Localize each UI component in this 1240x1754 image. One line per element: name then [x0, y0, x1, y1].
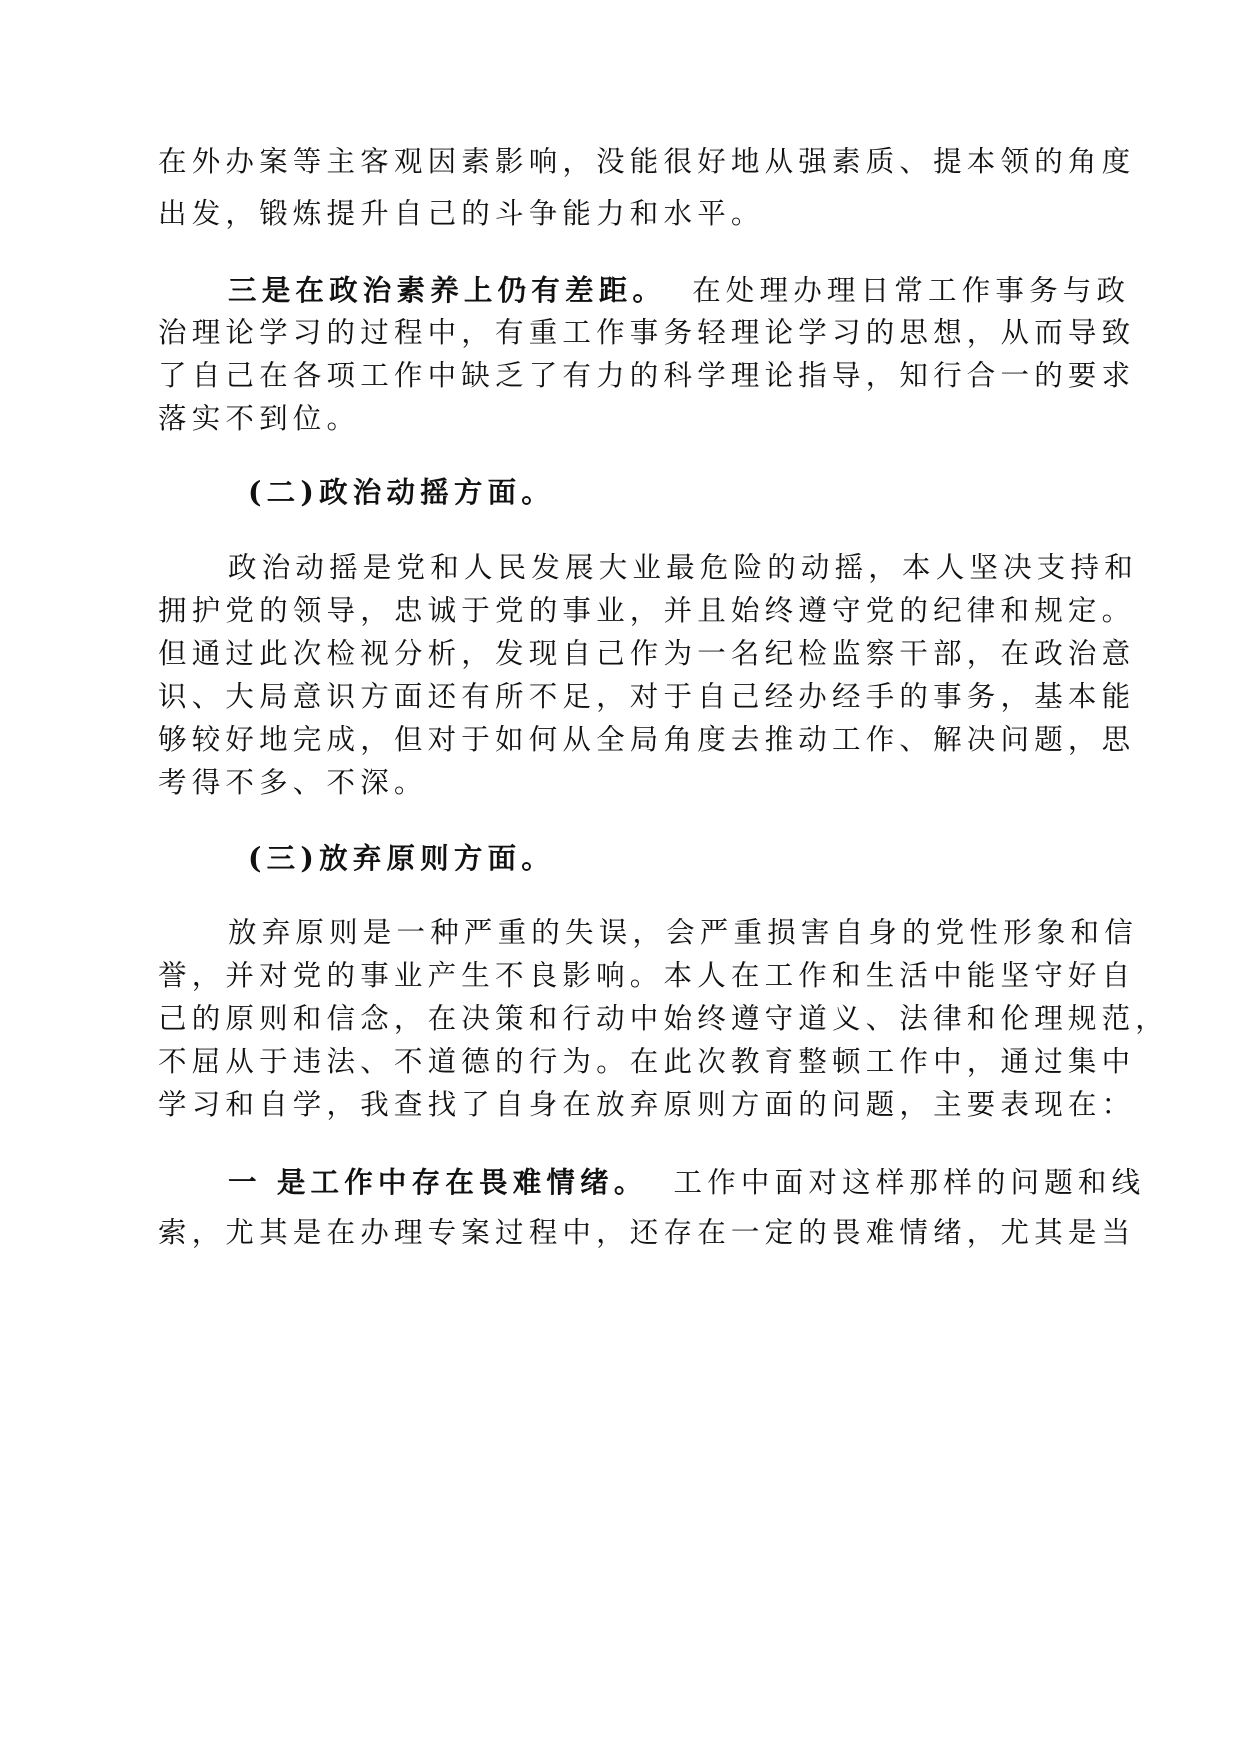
- paragraph-text: 在处理办理日常工作事务与政: [692, 274, 1131, 307]
- paragraph-line: 考得不多、不深。: [158, 766, 428, 799]
- paragraph-line: 索，尤其是在办理专案过程中，还存在一定的畏难情绪，尤其是当: [158, 1216, 1136, 1249]
- paragraph-line: 拥护党的领导，忠诚于党的事业，并且始终遵守党的纪律和规定。: [158, 594, 1136, 627]
- paragraph-line: 誉，并对党的事业产生不良影响。本人在工作和生活中能坚守好自: [158, 959, 1136, 992]
- paragraph-line: 但通过此次检视分析，发现自己作为一名纪检监察干部，在政治意: [158, 637, 1136, 670]
- paragraph-text: 工作中面对这样那样的问题和线: [673, 1166, 1146, 1199]
- paragraph-line: 学习和自学，我查找了自身在放弃原则方面的问题，主要表现在：: [158, 1088, 1136, 1121]
- paragraph-line: [228, 1162, 1145, 1203]
- paragraph-line: 识、大局意识方面还有所不足，对于自己经办经手的事务，基本能: [158, 680, 1136, 713]
- paragraph-line: 不屈从于违法、不道德的行为。在此次教育整顿工作中，通过集中: [158, 1045, 1136, 1078]
- section-heading: (二)政治动摇方面。: [248, 475, 555, 509]
- paragraph-line: 了自己在各项工作中缺乏了有力的科学理论指导，知行合一的要求: [158, 359, 1136, 392]
- section-heading: (三)放弃原则方面。: [248, 841, 555, 875]
- paragraph-line: 够较好地完成，但对于如何从全局角度去推动工作、解决问题，思: [158, 723, 1136, 756]
- paragraph-line: 己的原则和信念，在决策和行动中始终遵守道义、法律和伦理规范，: [158, 1002, 1170, 1035]
- paragraph-line: [228, 270, 1130, 311]
- paragraph-line: 政治动摇是党和人民发展大业最危险的动摇，本人坚决支持和: [228, 551, 1138, 584]
- paragraph-line: 放弃原则是一种严重的失误，会严重损害自身的党性形象和信: [228, 916, 1138, 949]
- paragraph-lead-bold: 一 是工作中存在畏难情绪。: [228, 1165, 648, 1199]
- paragraph-line: 治理论学习的过程中，有重工作事务轻理论学习的思想，从而导致: [158, 316, 1136, 349]
- paragraph-line: 在外办案等主客观因素影响，没能很好地从强素质、提本领的角度: [158, 145, 1136, 178]
- paragraph-lead-bold: 三是在政治素养上仍有差距。: [228, 273, 667, 307]
- paragraph-line: 落实不到位。: [158, 402, 361, 435]
- paragraph-line: 出发，锻炼提升自己的斗争能力和水平。: [158, 197, 765, 230]
